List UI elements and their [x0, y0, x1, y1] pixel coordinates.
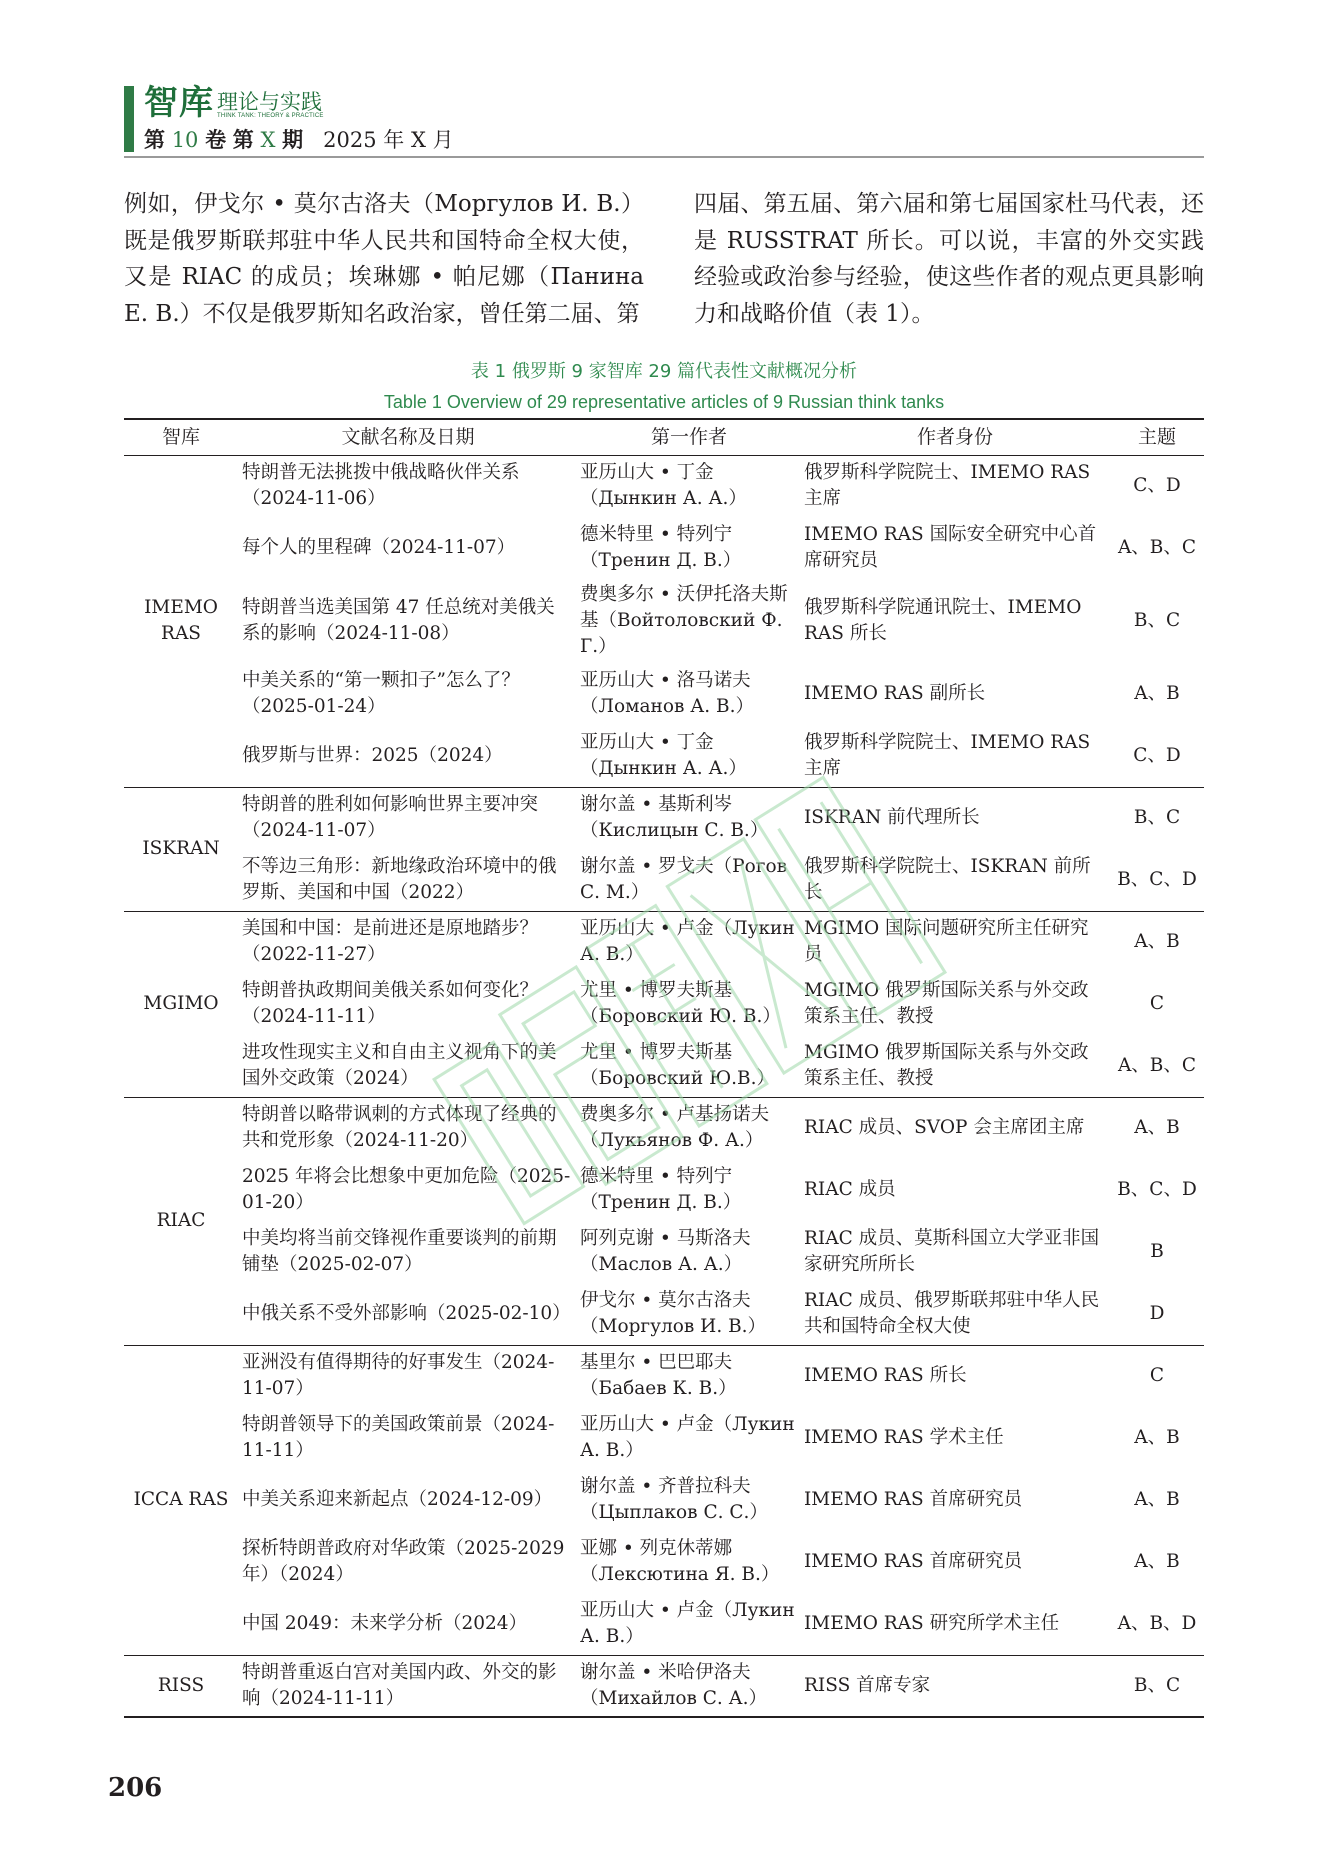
table-row [124, 663, 1204, 725]
cell-title: 亚洲没有值得期待的好事发生（2024-11-07） [238, 1345, 578, 1407]
issue-vol-num: 10 [171, 128, 199, 152]
page-number: 206 [108, 1773, 163, 1803]
table-row [124, 1345, 1204, 1407]
cell-topic: B、C、D [1117, 868, 1197, 890]
cell-title: 特朗普执政期间美俄关系如何变化？（2024-11-11） [242, 980, 539, 1027]
cell-role: RIAC 成员、莫斯科国立大学亚非国家研究所所长 [804, 1228, 1100, 1275]
cell-author: 德米特里 • 特列宁（Тренин Д. В.） [580, 1166, 742, 1213]
cell-role: MGIMO 国际问题研究所主任研究员 [800, 911, 1110, 973]
table-row [124, 1593, 1204, 1655]
articles-table [124, 418, 1204, 1718]
table-row [124, 455, 1204, 517]
cell-title: 特朗普领导下的美国政策前景（2024-11-11） [242, 1414, 555, 1461]
cell-role: ISKRAN 前代理所长 [800, 787, 1110, 849]
table-row [124, 1283, 1204, 1345]
table-row [124, 1407, 1204, 1469]
cell-topic: B、C [1110, 1655, 1204, 1717]
logo-main-text: 智库 [144, 83, 214, 123]
cell-topic: A、B [1134, 1427, 1180, 1448]
cell-topic: D [1149, 1302, 1165, 1324]
cell-topic: B [1150, 1241, 1164, 1262]
cell-title: 2025 年将会比想象中更加危险（2025-01-20） [242, 1166, 571, 1213]
cell-role: IMEMO RAS 所长 [800, 1345, 1110, 1407]
issue-info [144, 127, 454, 153]
table-row [124, 517, 1204, 579]
cell-author: 费奥多尔 • 卢基扬诺夫（Лукьянов Ф. А.） [578, 1097, 800, 1159]
cell-author: 尤里 • 博罗夫斯基（Боровский Ю. В.） [580, 980, 781, 1027]
col-header-topic: 主题 [1110, 419, 1204, 455]
cell-title: 特朗普无法挑拨中俄战略伙伴关系（2024-11-06） [238, 455, 578, 517]
cell-title: 进攻性现实主义和自由主义视角下的美国外交政策（2024） [242, 1041, 557, 1089]
table-row [124, 725, 1204, 787]
table-row [124, 1097, 1204, 1159]
cell-title: 特朗普以略带讽刺的方式体现了经典的共和党形象（2024-11-20） [238, 1097, 578, 1159]
cell-author: 亚娜 • 列克休蒂娜（Лексютина Я. В.） [580, 1538, 780, 1585]
cell-role: IMEMO RAS 首席研究员 [804, 1489, 1023, 1510]
logo-cn-text: 理论与实践 [217, 90, 322, 114]
cell-title: 中国 2049：未来学分析（2024） [242, 1612, 528, 1634]
cell-author: 阿列克谢 • 马斯洛夫（Маслов А. А.） [580, 1228, 751, 1275]
cell-topic: B、C [1133, 610, 1181, 631]
cell-author: 亚历山大 • 丁金（Дынкин А. А.） [580, 731, 747, 779]
cell-role: MGIMO 俄罗斯国际关系与外交政策系主任、教授 [804, 980, 1089, 1027]
issue-vol-suffix: 卷 [205, 127, 227, 152]
cell-author: 谢尔盖 • 米哈伊洛夫（Михайлов С. А.） [578, 1655, 800, 1717]
table-row [124, 1221, 1204, 1283]
col-header-author: 第一作者 [578, 419, 800, 455]
cell-author: 亚历山大 • 卢金（Лукин А. В.） [580, 1599, 795, 1647]
cell-role: RIAC 成员、SVOP 会主席团主席 [800, 1097, 1110, 1159]
table-row [124, 1159, 1204, 1221]
cell-role: MGIMO 俄罗斯国际关系与外交政策系主任、教授 [804, 1041, 1089, 1089]
cell-role: RIAC 成员 [804, 1179, 896, 1200]
cell-author: 尤里 • 博罗夫斯基（Боровский Ю.В.） [580, 1041, 776, 1089]
table-caption-cn: 表 1 俄罗斯 9 家智库 29 篇代表性文献概况分析 [470, 361, 858, 382]
cell-author: 亚历山大 • 卢金（Лукин А. В.） [578, 911, 800, 973]
cell-role: IMEMO RAS 学术主任 [804, 1427, 1004, 1448]
table-row [124, 1655, 1204, 1717]
cell-think-tank: ISKRAN [124, 787, 238, 911]
cell-role: RISS 首席专家 [800, 1655, 1110, 1717]
cell-topic: A、B [1110, 911, 1204, 973]
cell-title: 俄罗斯与世界：2025（2024） [242, 744, 503, 766]
cell-author: 谢尔盖 • 基斯利岑（Кислицын С. В.） [578, 787, 800, 849]
cell-role: RIAC 成员、俄罗斯联邦驻中华人民共和国特命全权大使 [804, 1289, 1100, 1337]
table-header-row [124, 419, 1204, 455]
cell-role: IMEMO RAS 副所长 [804, 683, 986, 704]
cell-title: 特朗普重返白宫对美国内政、外交的影响（2024-11-11） [238, 1655, 578, 1717]
cell-role: 俄罗斯科学院通讯院士、IMEMO RAS 所长 [804, 597, 1082, 644]
col-header-tank: 智库 [124, 419, 238, 455]
cell-topic: A、B [1110, 1097, 1204, 1159]
cell-role: 俄罗斯科学院院士、IMEMO RAS 主席 [800, 455, 1110, 517]
cell-title: 中美均将当前交锋视作重要谈判的前期铺垫（2025-02-07） [242, 1228, 557, 1275]
logo-en-text: THINK TANK: THEORY & PRACTICE [217, 113, 324, 119]
cell-title: 不等边三角形：新地缘政治环境中的俄罗斯、美国和中国（2022） [242, 855, 557, 903]
table-body [124, 455, 1204, 1717]
cell-topic: A、B [1134, 1551, 1180, 1572]
cell-title: 美国和中国：是前进还是原地踏步？（2022-11-27） [238, 911, 578, 973]
cell-role: 俄罗斯科学院院士、ISKRAN 前所长 [804, 855, 1091, 903]
table-row [124, 579, 1204, 663]
table-row [124, 1035, 1204, 1097]
cell-topic: C、D [1133, 744, 1181, 766]
cell-topic: B、C [1110, 787, 1204, 849]
cell-think-tank: MGIMO [124, 911, 238, 1097]
cell-author: 伊戈尔 • 莫尔古洛夫（Моргулов И. В.） [580, 1289, 767, 1337]
cell-author: 德米特里 • 特列宁（Тренин Д. В.） [580, 524, 742, 571]
cell-think-tank: IMEMO RAS [124, 455, 238, 787]
cell-think-tank: ICCA RAS [124, 1345, 238, 1655]
cell-title: 中俄关系不受外部影响（2025-02-10） [242, 1302, 571, 1324]
cell-author: 基里尔 • 巴巴耶夫（Бабаев К. В.） [578, 1345, 800, 1407]
cell-title: 每个人的里程碑（2024-11-07） [242, 537, 516, 558]
issue-date: 2025 年 X 月 [323, 128, 454, 152]
issue-no: X [260, 128, 276, 152]
cell-title: 中美关系的“第一颗扣子”怎么了？（2025-01-24） [242, 670, 520, 717]
cell-title: 特朗普当选美国第 47 任总统对美俄关系的影响（2024-11-08） [242, 597, 555, 644]
cell-topic: B、C、D [1117, 1179, 1197, 1200]
journal-logo [144, 80, 324, 123]
body-paragraph-right: 四届、第五届、第六届和第七届国家杜马代表，还是 RUSSTRAT 所长。可以说，丰富的外交实践经验或政治参与经验，使这些作者的观点更具影响力和战略价值（表 1）。 [694, 191, 1204, 327]
cell-author: 费奥多尔 • 沃伊托洛夫斯基（Войтоловский Ф. Г.） [580, 584, 788, 657]
cell-topic: A、B、C [1117, 537, 1197, 558]
issue-vol-prefix: 第 [144, 127, 165, 152]
cell-topic: C [1149, 993, 1165, 1014]
cell-author: 亚历山大 • 卢金（Лукин А. В.） [580, 1414, 795, 1461]
cell-topic: A、B [1134, 683, 1180, 704]
cell-role: IMEMO RAS 首席研究员 [804, 1551, 1023, 1572]
cell-role: IMEMO RAS 国际安全研究中心首席研究员 [804, 524, 1097, 571]
table-row [124, 911, 1204, 973]
cell-author: 谢尔盖 • 齐普拉科夫（Цыплаков С. С.） [580, 1476, 768, 1523]
cell-title: 特朗普的胜利如何影响世界主要冲突（2024-11-07） [238, 787, 578, 849]
cell-role: 俄罗斯科学院院士、IMEMO RAS 主席 [804, 731, 1091, 779]
table-row [124, 787, 1204, 849]
table-row [124, 973, 1204, 1035]
table-caption-en: Table 1 Overview of 29 representative articles of 9 Russian think tanks [383, 392, 945, 412]
table-row [124, 849, 1204, 911]
header-accent-bar [124, 86, 134, 152]
cell-author: 谢尔盖 • 罗戈夫（Рогов С. М.） [580, 855, 788, 903]
cell-think-tank: RIAC [124, 1097, 238, 1345]
cell-title: 探析特朗普政府对华政策（2025-2029 年）（2024） [242, 1538, 565, 1585]
logo-subtitle [217, 91, 324, 120]
cell-author: 亚历山大 • 洛马诺夫（Ломанов А. В.） [580, 670, 755, 717]
issue-no-prefix: 第 [232, 127, 254, 152]
col-header-role: 作者身份 [800, 419, 1110, 455]
cell-title: 中美关系迎来新起点（2024-12-09） [242, 1489, 553, 1510]
table-row [124, 1469, 1204, 1531]
cell-topic: A、B、D [1117, 1612, 1197, 1634]
cell-role: IMEMO RAS 研究所学术主任 [804, 1612, 1060, 1634]
table-row [124, 1531, 1204, 1593]
cell-topic: A、B [1134, 1489, 1180, 1510]
col-header-title: 文献名称及日期 [238, 419, 578, 455]
body-paragraph-left: 例如，伊戈尔 • 莫尔古洛夫（Моргулов И. В.）既是俄罗斯联邦驻中华人民共和国特命全权大使，又是 RIAC 的成员；埃琳娜 • 帕尼娜（Панина Е. В.）不仅是俄罗斯知名政治家，曾任第二届、第 [124, 191, 644, 327]
cell-topic: C、D [1110, 455, 1204, 517]
cell-think-tank: RISS [124, 1655, 238, 1717]
issue-no-suffix: 期 [282, 127, 304, 152]
header-rule [124, 156, 1204, 158]
cell-topic: C [1110, 1345, 1204, 1407]
cell-topic: A、B、C [1117, 1054, 1197, 1076]
cell-author: 亚历山大 • 丁金（Дынкин А. А.） [578, 455, 800, 517]
journal-header [124, 80, 1204, 160]
